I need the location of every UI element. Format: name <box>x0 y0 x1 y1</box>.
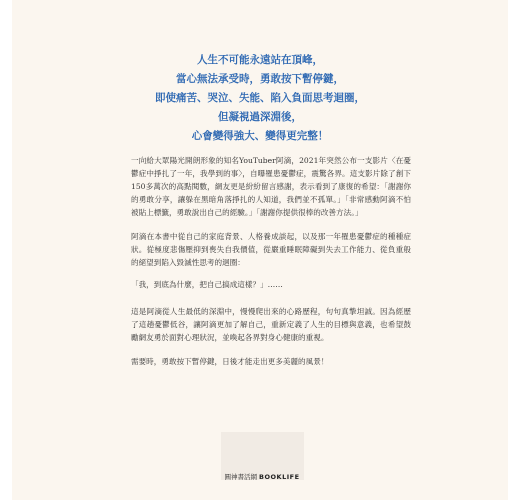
quote-line: 心會變得強大、變得更完整！ <box>191 130 329 142</box>
quote-line: 人生不可能永遠站在頂峰， <box>197 54 323 66</box>
publisher-name-cn: 圓神書活網 <box>224 473 257 481</box>
paragraph: 這是阿滴從人生最低的深淵中，慢慢爬出來的心路歷程，句句真摯坦誠。因為經歷了這趟憂鬱低谷，讓阿滴更加了解自己，重新定義了人生的目標與意義，也希望鼓勵網友勇於面對心理狀況，並喚起各界對身心健康的重視。 <box>131 307 411 342</box>
publisher-name-en: BOOKLIFE <box>259 473 300 481</box>
publisher-logo <box>216 472 308 481</box>
description-body <box>131 154 411 379</box>
quote-line: 當心無法承受時，勇敢按下暫停鍵， <box>176 73 344 85</box>
book-back-cover <box>12 0 508 500</box>
quote-line: 即使痛苦、哭泣、失能、陷入負面思考迴圈， <box>155 92 365 104</box>
paragraph: 需要時，勇敢按下暫停鍵，日後才能走出更多美麗的風景！ <box>131 357 329 366</box>
paragraph: 一向給大眾陽光開朗形象的知名YouTuber阿滴，2021年突然公布一支影片〈在憂鬱症中掙扎了一年，我學到的事〉，自曝罹患憂鬱症，震驚各界。這支影片除了創下150多萬次的高點閱數，網友更是紛紛留言感謝，表示看到了康復的希望：「謝謝你的勇敢分享，讓躲在黑暗角落掙扎的人知道，我們並不孤單。」「非常感動阿滴不怕被貼上標籤，勇敢說出自己的經驗。」「謝謝你提供很棒的改善方法。」 <box>131 156 411 217</box>
quote-line: 但凝視過深淵後， <box>218 111 302 123</box>
highlight-quote <box>12 51 508 146</box>
paragraph: 阿滴在本書中從自己的家庭背景、人格養成談起，以及那一年罹患憂鬱症的種種症狀。從極度悲傷壓抑到喪失自我價值，從嚴重睡眠障礙到失去工作能力、從負重般的絕望到陷入毀滅性思考的迴圈： <box>131 232 411 267</box>
paragraph: 「我，到底為什麼，把自己搞成這樣？」…… <box>131 280 283 289</box>
